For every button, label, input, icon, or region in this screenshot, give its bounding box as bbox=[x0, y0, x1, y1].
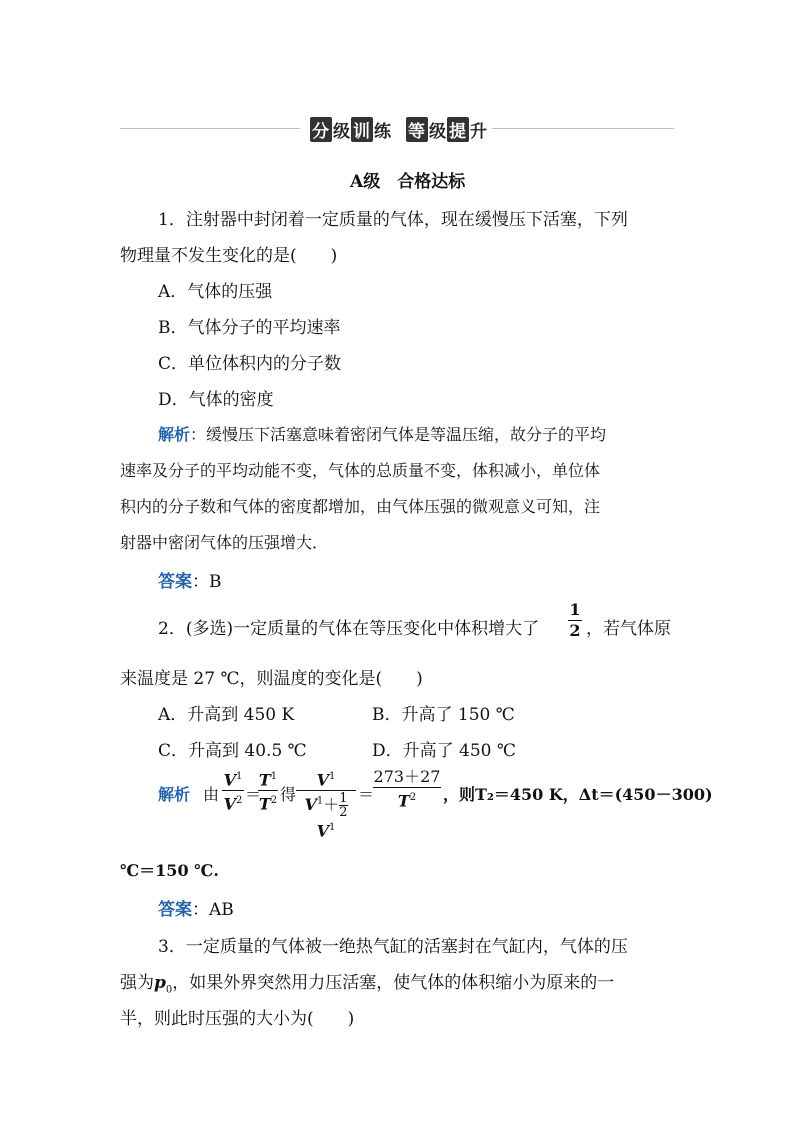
q2-solution-line2: ℃＝150 ℃. bbox=[120, 861, 219, 880]
q1-option-a: A．气体的压强 bbox=[158, 282, 273, 302]
banner-char: 提 bbox=[447, 117, 469, 142]
q1-option-b: B．气体分子的平均速率 bbox=[158, 318, 341, 338]
banner-char: 练 bbox=[374, 122, 392, 142]
q3-stem-line3: 半，则此时压强的大小为( ) bbox=[120, 1009, 355, 1029]
section-banner bbox=[310, 117, 488, 142]
q2-fraction-half bbox=[568, 601, 582, 640]
banner-char: 级 bbox=[429, 122, 447, 142]
banner-char: 升 bbox=[470, 122, 488, 142]
fraction-numerator: 1 bbox=[569, 600, 581, 619]
answer-label: 答案 bbox=[158, 572, 192, 592]
q3-stem-line2 bbox=[120, 968, 614, 995]
q2-option-a: A．升高到 450 K bbox=[158, 705, 295, 725]
level-title: A级 合格达标 bbox=[350, 172, 466, 192]
q2-solution-de: 得 bbox=[280, 785, 297, 804]
q2-frac-volume-ratio: $V^1$ $V^1+$ $\frac{1}{2}$ $V^1$ bbox=[296, 768, 356, 841]
q3-text: 强为 bbox=[120, 973, 154, 993]
q2-solution-eq1: ＝ bbox=[245, 785, 262, 804]
fraction-denominator: 2 bbox=[569, 621, 581, 640]
q1-solution-line4: 射器中密闭气体的压强增大． bbox=[120, 533, 329, 552]
banner-char: 等 bbox=[406, 117, 428, 142]
answer-value: ：B bbox=[192, 572, 222, 592]
rhs-numerator: 273＋27 bbox=[373, 767, 441, 786]
q2-stem-line1 bbox=[158, 614, 539, 639]
header-rule-right bbox=[492, 128, 674, 129]
q1-answer bbox=[158, 567, 222, 592]
q2-solution-tail: ，则T₂＝450 K，Δt＝(450－300) bbox=[443, 785, 713, 804]
solution-label: 解析 bbox=[158, 425, 191, 444]
q2-option-b: B．升高了 150 ℃ bbox=[372, 705, 515, 725]
banner-char: 分 bbox=[310, 117, 332, 142]
q3-stem-line1: 3．一定质量的气体被一绝热气缸的活塞封在气缸内，气体的压 bbox=[158, 937, 628, 957]
q2-option-d: D．升高了 450 ℃ bbox=[372, 741, 516, 761]
pressure-subscript: 0 bbox=[165, 984, 173, 996]
pressure-symbol: p bbox=[154, 973, 166, 993]
q1-option-d: D．气体的密度 bbox=[158, 390, 274, 410]
answer-label: 答案 bbox=[158, 900, 192, 920]
q1-stem-line1: 1．注射器中封闭着一定质量的气体，现在缓慢压下活塞，下列 bbox=[158, 210, 628, 230]
q2-solution-eq2: ＝ bbox=[358, 785, 375, 804]
q2-frac-t1-t2: $T^1$ $T^2$ bbox=[258, 770, 278, 814]
q2-answer bbox=[158, 895, 234, 920]
q2-solution-label bbox=[158, 782, 190, 805]
q2-frac-v1-v2: $V^1$ $V^2$ bbox=[223, 770, 243, 814]
q1-solution-line1 bbox=[158, 422, 606, 445]
q2-stem-line2: 来温度是 27 ℃，则温度的变化是( ) bbox=[120, 669, 423, 689]
q2-option-c: C．升高到 40.5 ℃ bbox=[158, 741, 307, 761]
banner-char: 训 bbox=[351, 117, 373, 142]
header-rule-left bbox=[120, 128, 300, 129]
q1-solution-line2: 速率及分子的平均动能不变，气体的总质量不变，体积减小，单位体 bbox=[120, 461, 601, 480]
q2-stem-line1-tail: ，若气体原 bbox=[586, 619, 671, 639]
q3-text: ，如果外界突然用力压活塞，使气体的体积缩小为原来的一 bbox=[172, 973, 615, 993]
q2-frac-rhs: 273＋27 $T^2$ bbox=[373, 767, 441, 811]
answer-value: ：AB bbox=[192, 900, 234, 920]
q1-option-c: C．单位体积内的分子数 bbox=[158, 354, 342, 374]
solution-text: ：缓慢压下活塞意味着密闭气体是等温压缩，故分子的平均 bbox=[190, 425, 607, 444]
q1-stem-line2: 物理量不发生变化的是( ) bbox=[120, 246, 338, 266]
q2-stem-text: 2．(多选)一定质量的气体在等压变化中体积增大了 bbox=[158, 619, 540, 639]
solution-label: 解析 bbox=[158, 785, 191, 804]
q2-solution-you: 由 bbox=[203, 785, 220, 804]
banner-char: 级 bbox=[333, 122, 351, 142]
q1-solution-line3: 积内的分子数和气体的密度都增加，由气体压强的微观意义可知，注 bbox=[120, 497, 601, 516]
